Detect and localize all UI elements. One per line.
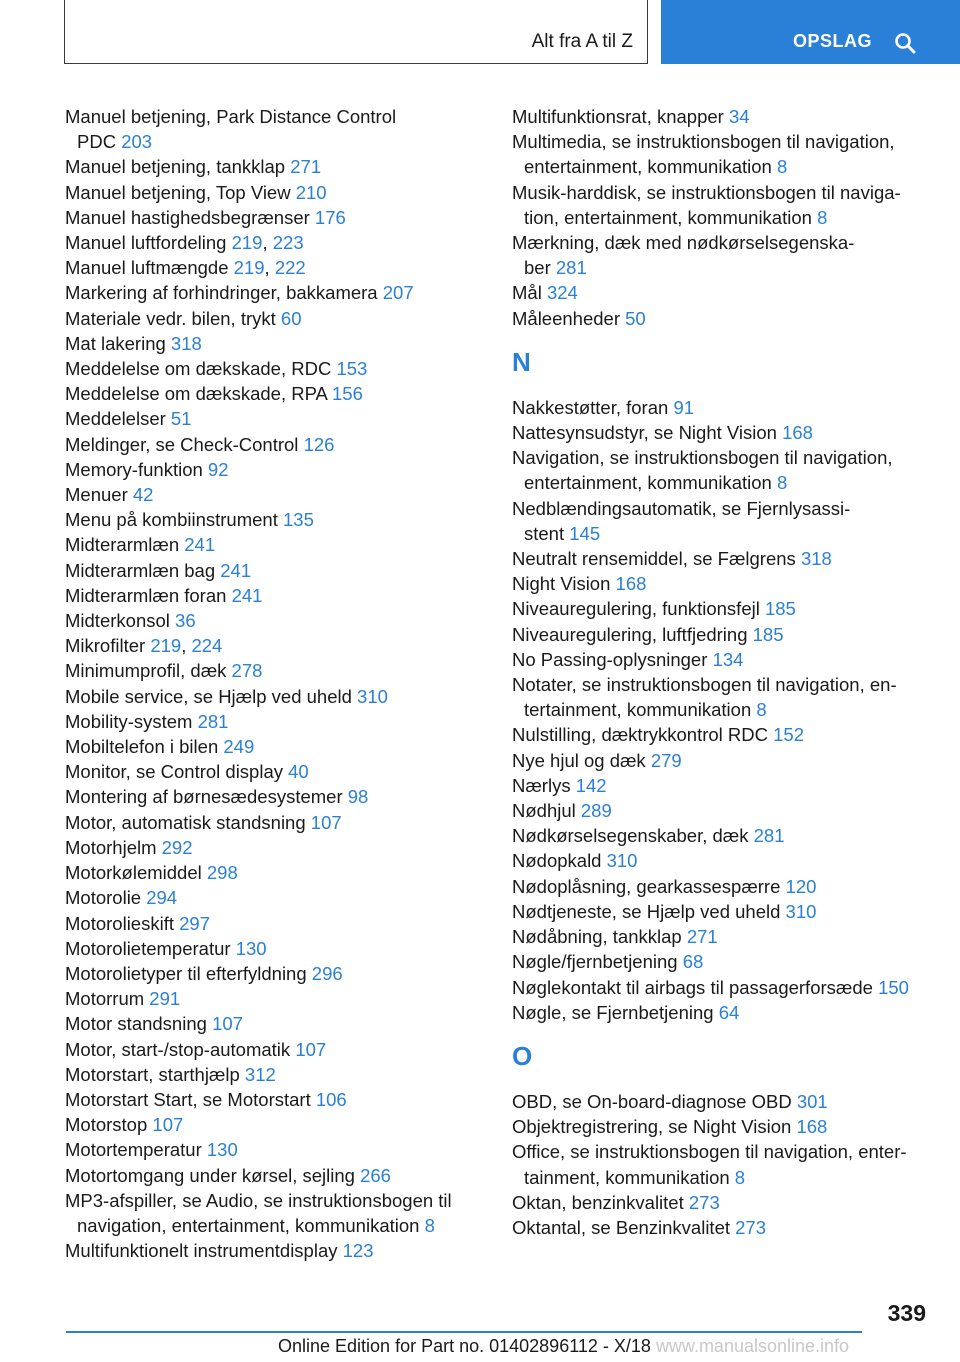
entry-term: Måleenheder [512, 307, 620, 329]
entry-term: Manuel betjening, Park Distance Control [65, 106, 397, 127]
page-link[interactable]: 185 [752, 623, 784, 645]
entry-term-continued-text: entertainment, kommunikation [524, 472, 772, 494]
entry-term: Menuer [65, 484, 128, 506]
page-link[interactable]: 219 [231, 232, 263, 254]
index-entry [512, 722, 932, 747]
page-link[interactable]: 278 [231, 660, 263, 682]
entry-term: Memory-funktion [65, 458, 203, 480]
index-entry [512, 230, 932, 280]
page-link[interactable]: 8 [424, 1214, 435, 1236]
index-entry [65, 280, 485, 305]
page-link[interactable]: 130 [206, 1139, 238, 1161]
index-entry [512, 571, 932, 596]
index-entry [512, 180, 932, 230]
entry-term: Manuel betjening, Top View [65, 181, 291, 203]
page-link[interactable]: 50 [625, 307, 646, 329]
index-entry [512, 748, 932, 773]
page-link[interactable]: 273 [735, 1216, 767, 1238]
index-entry [65, 381, 485, 406]
page-link[interactable]: 281 [555, 257, 587, 279]
page-link[interactable]: 281 [753, 825, 785, 847]
page-link[interactable]: 130 [235, 937, 267, 959]
index-entry: Manuel luftfordeling 219, 223 [65, 232, 304, 254]
page-link[interactable]: 310 [357, 685, 388, 707]
entry-term: Nødtjeneste, se Hjælp ved uheld [512, 900, 781, 922]
entry-term: Nødhjul [512, 800, 576, 822]
entry-term: Motorstart Start, se Motorstart [65, 1088, 311, 1110]
index-entry [512, 496, 932, 546]
index-entry [65, 457, 485, 482]
entry-term: Meldinger, se Check-Control [65, 433, 299, 455]
entry-term: Motortomgang under kørsel, sejling [65, 1164, 355, 1186]
page-link[interactable]: 310 [606, 850, 638, 872]
entry-term: Manuel hastighedsbegrænser [65, 206, 310, 228]
entry-term: Mobiltelefon i bilen [65, 736, 219, 758]
page-link[interactable]: 51 [170, 408, 192, 430]
index-column-left [65, 104, 485, 1263]
index-entry [65, 1137, 485, 1162]
entry-term-continued-text: tertainment, kommunikation [524, 699, 752, 721]
index-entry [65, 406, 485, 431]
page-link[interactable]: 126 [303, 433, 335, 455]
index-entry [512, 622, 932, 647]
page-link[interactable]: 150 [878, 976, 909, 998]
index-entry [65, 1037, 485, 1062]
index-entry [512, 1190, 932, 1215]
entry-term-continued-text: stent [524, 522, 565, 544]
page-link[interactable]: 203 [121, 131, 153, 153]
entry-term: Motor standsning [65, 1013, 207, 1035]
entry-term: Motorstop [65, 1114, 148, 1136]
index-entry [512, 129, 932, 179]
entry-term: Notater, se instruktionsbogen til navigation, en- [512, 674, 897, 696]
entry-term: Mat lakering [65, 332, 166, 354]
entry-term-continued-text: navigation, entertainment, kommunikation [77, 1214, 420, 1236]
index-entry [65, 1011, 485, 1036]
index-entry [65, 180, 485, 205]
page-link[interactable]: 8 [734, 1166, 746, 1188]
entry-term: Nedblændingsautomatik, se Fjernlysassi- [512, 497, 851, 519]
page-link[interactable]: 266 [360, 1164, 391, 1186]
page-link[interactable]: 107 [152, 1114, 184, 1136]
entry-term: Night Vision [512, 573, 611, 595]
entry-term: Manuel luftmængde [65, 257, 229, 279]
index-entry [65, 558, 485, 583]
entry-term-continued-text: ber [524, 257, 551, 279]
page-link[interactable]: 207 [382, 282, 414, 304]
index-entry [512, 395, 932, 420]
entry-term: Mobile service, se Hjælp ved uheld [65, 685, 352, 707]
index-entry [65, 684, 485, 709]
index-entry [512, 596, 932, 621]
index-entry [65, 1238, 485, 1263]
index-entry [512, 647, 932, 672]
index-entry [65, 759, 485, 784]
index-entry [512, 975, 932, 1000]
entry-term: Navigation, se instruktionsbogen til navigation, [512, 447, 893, 469]
entry-term: Motorolietemperatur [65, 937, 231, 959]
index-entry [65, 432, 485, 457]
page-link[interactable]: 168 [782, 422, 813, 444]
index-entry [65, 1112, 485, 1137]
page-link[interactable]: 324 [546, 282, 578, 304]
index-entry [512, 1089, 932, 1114]
page-link[interactable]: 222 [274, 257, 306, 279]
entry-term: Mærkning, dæk med nødkørselsegenska- [512, 232, 855, 254]
index-entry [65, 961, 485, 986]
page-link[interactable]: 185 [764, 598, 796, 620]
index-entry [65, 986, 485, 1011]
entry-term: Musik-harddisk, se instruktionsbogen til naviga- [512, 181, 901, 203]
entry-term: Motorolie [65, 887, 142, 909]
page-link[interactable]: 298 [206, 862, 238, 884]
page-link[interactable]: 249 [223, 736, 255, 758]
lookup-tab[interactable] [661, 0, 960, 64]
entry-term-continued [512, 1165, 932, 1190]
page-link[interactable]: 134 [712, 648, 744, 670]
entry-term-continued [512, 470, 932, 495]
page-link[interactable]: 273 [688, 1191, 720, 1213]
entry-term: Nøgle/fjernbetjening [512, 951, 678, 973]
page-link[interactable]: 142 [575, 774, 607, 796]
entry-term: Nøgle, se Fjernbetjening [512, 1001, 714, 1023]
page-link[interactable]: 281 [197, 710, 229, 732]
entry-term: Nødåbning, tankklap [512, 926, 682, 948]
page-link[interactable]: 219 [233, 257, 265, 279]
entry-term: Meddelelse om dækskade, RPA [65, 383, 327, 405]
index-entry [512, 899, 932, 924]
entry-term-continued-text: PDC [77, 131, 117, 153]
section-letter-n: N [512, 346, 531, 377]
page-link[interactable]: 36 [175, 610, 196, 632]
lookup-tab-label: OPSLAG [793, 31, 873, 51]
entry-term: Nøglekontakt til airbags til passagerforsæde [512, 976, 873, 998]
index-entry [65, 658, 485, 683]
index-entry [512, 924, 932, 949]
page-link[interactable]: 34 [728, 106, 750, 127]
index-entry [512, 104, 932, 129]
index-entry [65, 709, 485, 734]
page-link[interactable]: 156 [332, 383, 363, 405]
page-link[interactable]: 297 [179, 912, 210, 934]
entry-term: Mobility-system [65, 710, 193, 732]
page-link[interactable]: 292 [161, 836, 193, 858]
page-link[interactable]: 291 [149, 988, 181, 1010]
page-link[interactable]: 312 [244, 1063, 276, 1085]
entry-term-continued-text: entertainment, kommunikation [524, 156, 772, 178]
entry-term-continued-text: tainment, kommunikation [524, 1166, 730, 1188]
entry-term-continued [512, 697, 932, 722]
index-entry [512, 1215, 932, 1240]
page-link[interactable]: 301 [796, 1090, 828, 1112]
index-entry [512, 874, 932, 899]
index-entry [512, 672, 932, 722]
page-link[interactable]: 145 [569, 522, 601, 544]
entry-term: Manuel luftfordeling [65, 232, 227, 254]
entry-term-continued [65, 129, 485, 154]
entry-term-continued [512, 154, 932, 179]
entry-term-continued [512, 521, 932, 546]
entry-term: Menu på kombiinstrument [65, 509, 278, 531]
entry-term: Motorolietyper til efterfyldning [65, 962, 307, 984]
page-link[interactable]: 318 [170, 332, 202, 354]
section-letter-o: O [512, 1040, 533, 1071]
index-entry [65, 810, 485, 835]
page-link[interactable]: 271 [290, 156, 322, 178]
page-link[interactable]: 241 [184, 534, 216, 556]
entry-term: Montering af børnesædesystemer [65, 786, 343, 808]
index-entry [512, 1000, 932, 1025]
entry-term: Motor, automatisk standsning [65, 811, 306, 833]
index-entry [65, 1087, 485, 1112]
entry-term: OBD, se On-board-diagnose OBD [512, 1090, 792, 1112]
index-entry [65, 1188, 485, 1238]
index-entry [512, 848, 932, 873]
entry-term: Nattesynsudstyr, se Night Vision [512, 422, 777, 444]
watermark: www.manualsonline.info [655, 1336, 850, 1356]
entry-term: Motortemperatur [65, 1139, 202, 1161]
page-link[interactable]: 152 [773, 724, 804, 746]
entry-term: MP3-afspiller, se Audio, se instruktionsbogen til [65, 1189, 452, 1211]
page-link[interactable]: 60 [280, 307, 302, 329]
entry-term-continued-text: tion, entertainment, kommunikation [524, 206, 812, 228]
section-tab [64, 0, 648, 64]
entry-term: Nye hjul og dæk [512, 749, 646, 771]
entry-term: Motorolieskift [65, 912, 174, 934]
entry-term: Oktan, benzinkvalitet [512, 1191, 684, 1213]
index-entry [65, 885, 485, 910]
page-link[interactable]: 40 [288, 761, 309, 783]
entry-term: Minimumprofil, dæk [65, 660, 227, 682]
entry-term: Meddelelser [65, 408, 166, 430]
page-link[interactable]: 42 [132, 484, 154, 506]
index-entry [65, 936, 485, 961]
index-entry [512, 949, 932, 974]
entry-term: Nakkestøtter, foran [512, 396, 669, 418]
index-entry [65, 734, 485, 759]
entry-term: Oktantal, se Benzinkvalitet [512, 1216, 730, 1238]
page-link[interactable]: 135 [283, 509, 314, 531]
index-entry [65, 1062, 485, 1087]
entry-term: Motorkølemiddel [65, 862, 202, 884]
page-link[interactable]: 8 [817, 206, 828, 228]
section-tab-label: Alt fra A til Z [531, 31, 633, 52]
page-link[interactable]: 106 [315, 1088, 347, 1110]
index-entry [65, 205, 485, 230]
page-number: 339 [887, 1300, 926, 1326]
index-entry [65, 331, 485, 356]
index-entry [65, 784, 485, 809]
entry-term: Motorstart, starthjælp [65, 1063, 240, 1085]
entry-term: Midterarmlæn [65, 534, 180, 556]
index-entry [65, 911, 485, 936]
page-link[interactable]: 241 [231, 584, 263, 606]
page-link[interactable]: 68 [682, 951, 704, 973]
entry-term: Meddelelse om dækskade, RDC [65, 358, 332, 380]
entry-term: Nærlys [512, 774, 571, 796]
entry-term: Nulstilling, dæktrykkontrol RDC [512, 724, 768, 746]
page-link[interactable]: 107 [295, 1038, 327, 1060]
entry-term: Niveauregulering, funktionsfejl [512, 598, 760, 620]
entry-term: Niveauregulering, luftfjedring [512, 623, 748, 645]
index-entry [65, 608, 485, 633]
entry-term: Multifunktionelt instrumentdisplay [65, 1240, 338, 1262]
page-link[interactable]: 64 [718, 1001, 740, 1023]
index-entry [65, 104, 485, 154]
entry-term: Markering af forhindringer, bakkamera [65, 282, 378, 304]
page-link[interactable]: 176 [314, 206, 346, 228]
footer-rule [66, 1331, 862, 1333]
page-link[interactable]: 271 [686, 926, 718, 948]
entry-term: Midterarmlæn bag [65, 559, 216, 581]
index-column-right [512, 104, 932, 1240]
entry-term: Motorhjelm [65, 836, 157, 858]
index-entry [512, 1114, 932, 1139]
index-entry [65, 532, 485, 557]
page-link[interactable]: 107 [310, 811, 342, 833]
index-entry [65, 306, 485, 331]
entry-term: Nødoplåsning, gearkassespærre [512, 875, 781, 897]
page-link[interactable]: 318 [800, 548, 832, 570]
page-link[interactable]: 279 [650, 749, 682, 771]
page-link[interactable]: 8 [776, 156, 788, 178]
index-entry [65, 860, 485, 885]
page-link[interactable]: 224 [191, 635, 223, 657]
entry-term: Midterarmlæn foran [65, 584, 227, 606]
index-entry [65, 835, 485, 860]
footer [278, 1336, 849, 1357]
entry-term: Objektregistrering, se Night Vision [512, 1116, 792, 1138]
entry-term: Mål [512, 282, 542, 304]
page-link[interactable]: 241 [220, 559, 252, 581]
entry-term: Multimedia, se instruktionsbogen til navigation, [512, 131, 895, 153]
index-entry [512, 773, 932, 798]
entry-term-continued [512, 255, 932, 280]
index-entry [65, 154, 485, 179]
page-link[interactable]: 107 [212, 1013, 243, 1035]
index-entry [512, 306, 932, 331]
index-entry [65, 507, 485, 532]
page-link[interactable]: 92 [207, 458, 229, 480]
entry-term: No Passing-oplysninger [512, 648, 708, 670]
index-entry [512, 280, 932, 305]
index-entry [512, 798, 932, 823]
index-entry [512, 823, 932, 848]
page-link[interactable]: 98 [347, 786, 369, 808]
entry-term-continued [512, 205, 932, 230]
page-link[interactable]: 8 [756, 699, 767, 721]
edition-text: Online Edition for Part no. 01402896112 - X/18 [278, 1336, 651, 1356]
page-link[interactable]: 168 [796, 1116, 828, 1138]
page-link[interactable]: 153 [336, 358, 368, 380]
index-entry [65, 583, 485, 608]
index-entry [65, 356, 485, 381]
page-link[interactable]: 210 [295, 181, 327, 203]
entry-term: Motorrum [65, 988, 145, 1010]
index-entry [65, 482, 485, 507]
entry-term: Manuel betjening, tankklap [65, 156, 286, 178]
index-entry [512, 445, 932, 495]
index-entry [65, 1163, 485, 1188]
entry-term: Neutralt rensemiddel, se Fælgrens [512, 548, 796, 570]
page-link[interactable]: 168 [615, 573, 647, 595]
page-link[interactable]: 223 [272, 232, 304, 254]
page-link[interactable]: 219 [150, 635, 182, 657]
page-link[interactable]: 120 [785, 875, 817, 897]
page-link[interactable]: 8 [776, 472, 788, 494]
entry-term: Nødkørselsegenskaber, dæk [512, 825, 749, 847]
entry-term: Office, se instruktionsbogen til navigation, enter- [512, 1141, 907, 1163]
index-entry: Manuel luftmængde 219, 222 [65, 257, 306, 279]
entry-term: Midterkonsol [65, 610, 170, 632]
page-link[interactable]: 296 [311, 962, 343, 984]
entry-term: Multifunktionsrat, knapper [512, 106, 724, 127]
entry-term: Nødopkald [512, 850, 602, 872]
page-link[interactable]: 91 [673, 396, 695, 418]
page-link[interactable]: 123 [342, 1240, 374, 1262]
entry-term: Materiale vedr. bilen, trykt [65, 307, 276, 329]
page-link[interactable]: 294 [146, 887, 178, 909]
entry-term: Mikrofilter [65, 635, 146, 657]
entry-term-continued [65, 1213, 485, 1238]
entry-term: Monitor, se Control display [65, 761, 283, 783]
index-entry: Mikrofilter 219, 224 [65, 635, 223, 657]
index-entry [512, 546, 932, 571]
search-icon [894, 32, 916, 54]
page-link[interactable]: 289 [580, 800, 612, 822]
index-entry [512, 1139, 932, 1189]
entry-term: Motor, start-/stop-automatik [65, 1038, 291, 1060]
index-entry [512, 420, 932, 445]
page-link[interactable]: 310 [785, 900, 817, 922]
